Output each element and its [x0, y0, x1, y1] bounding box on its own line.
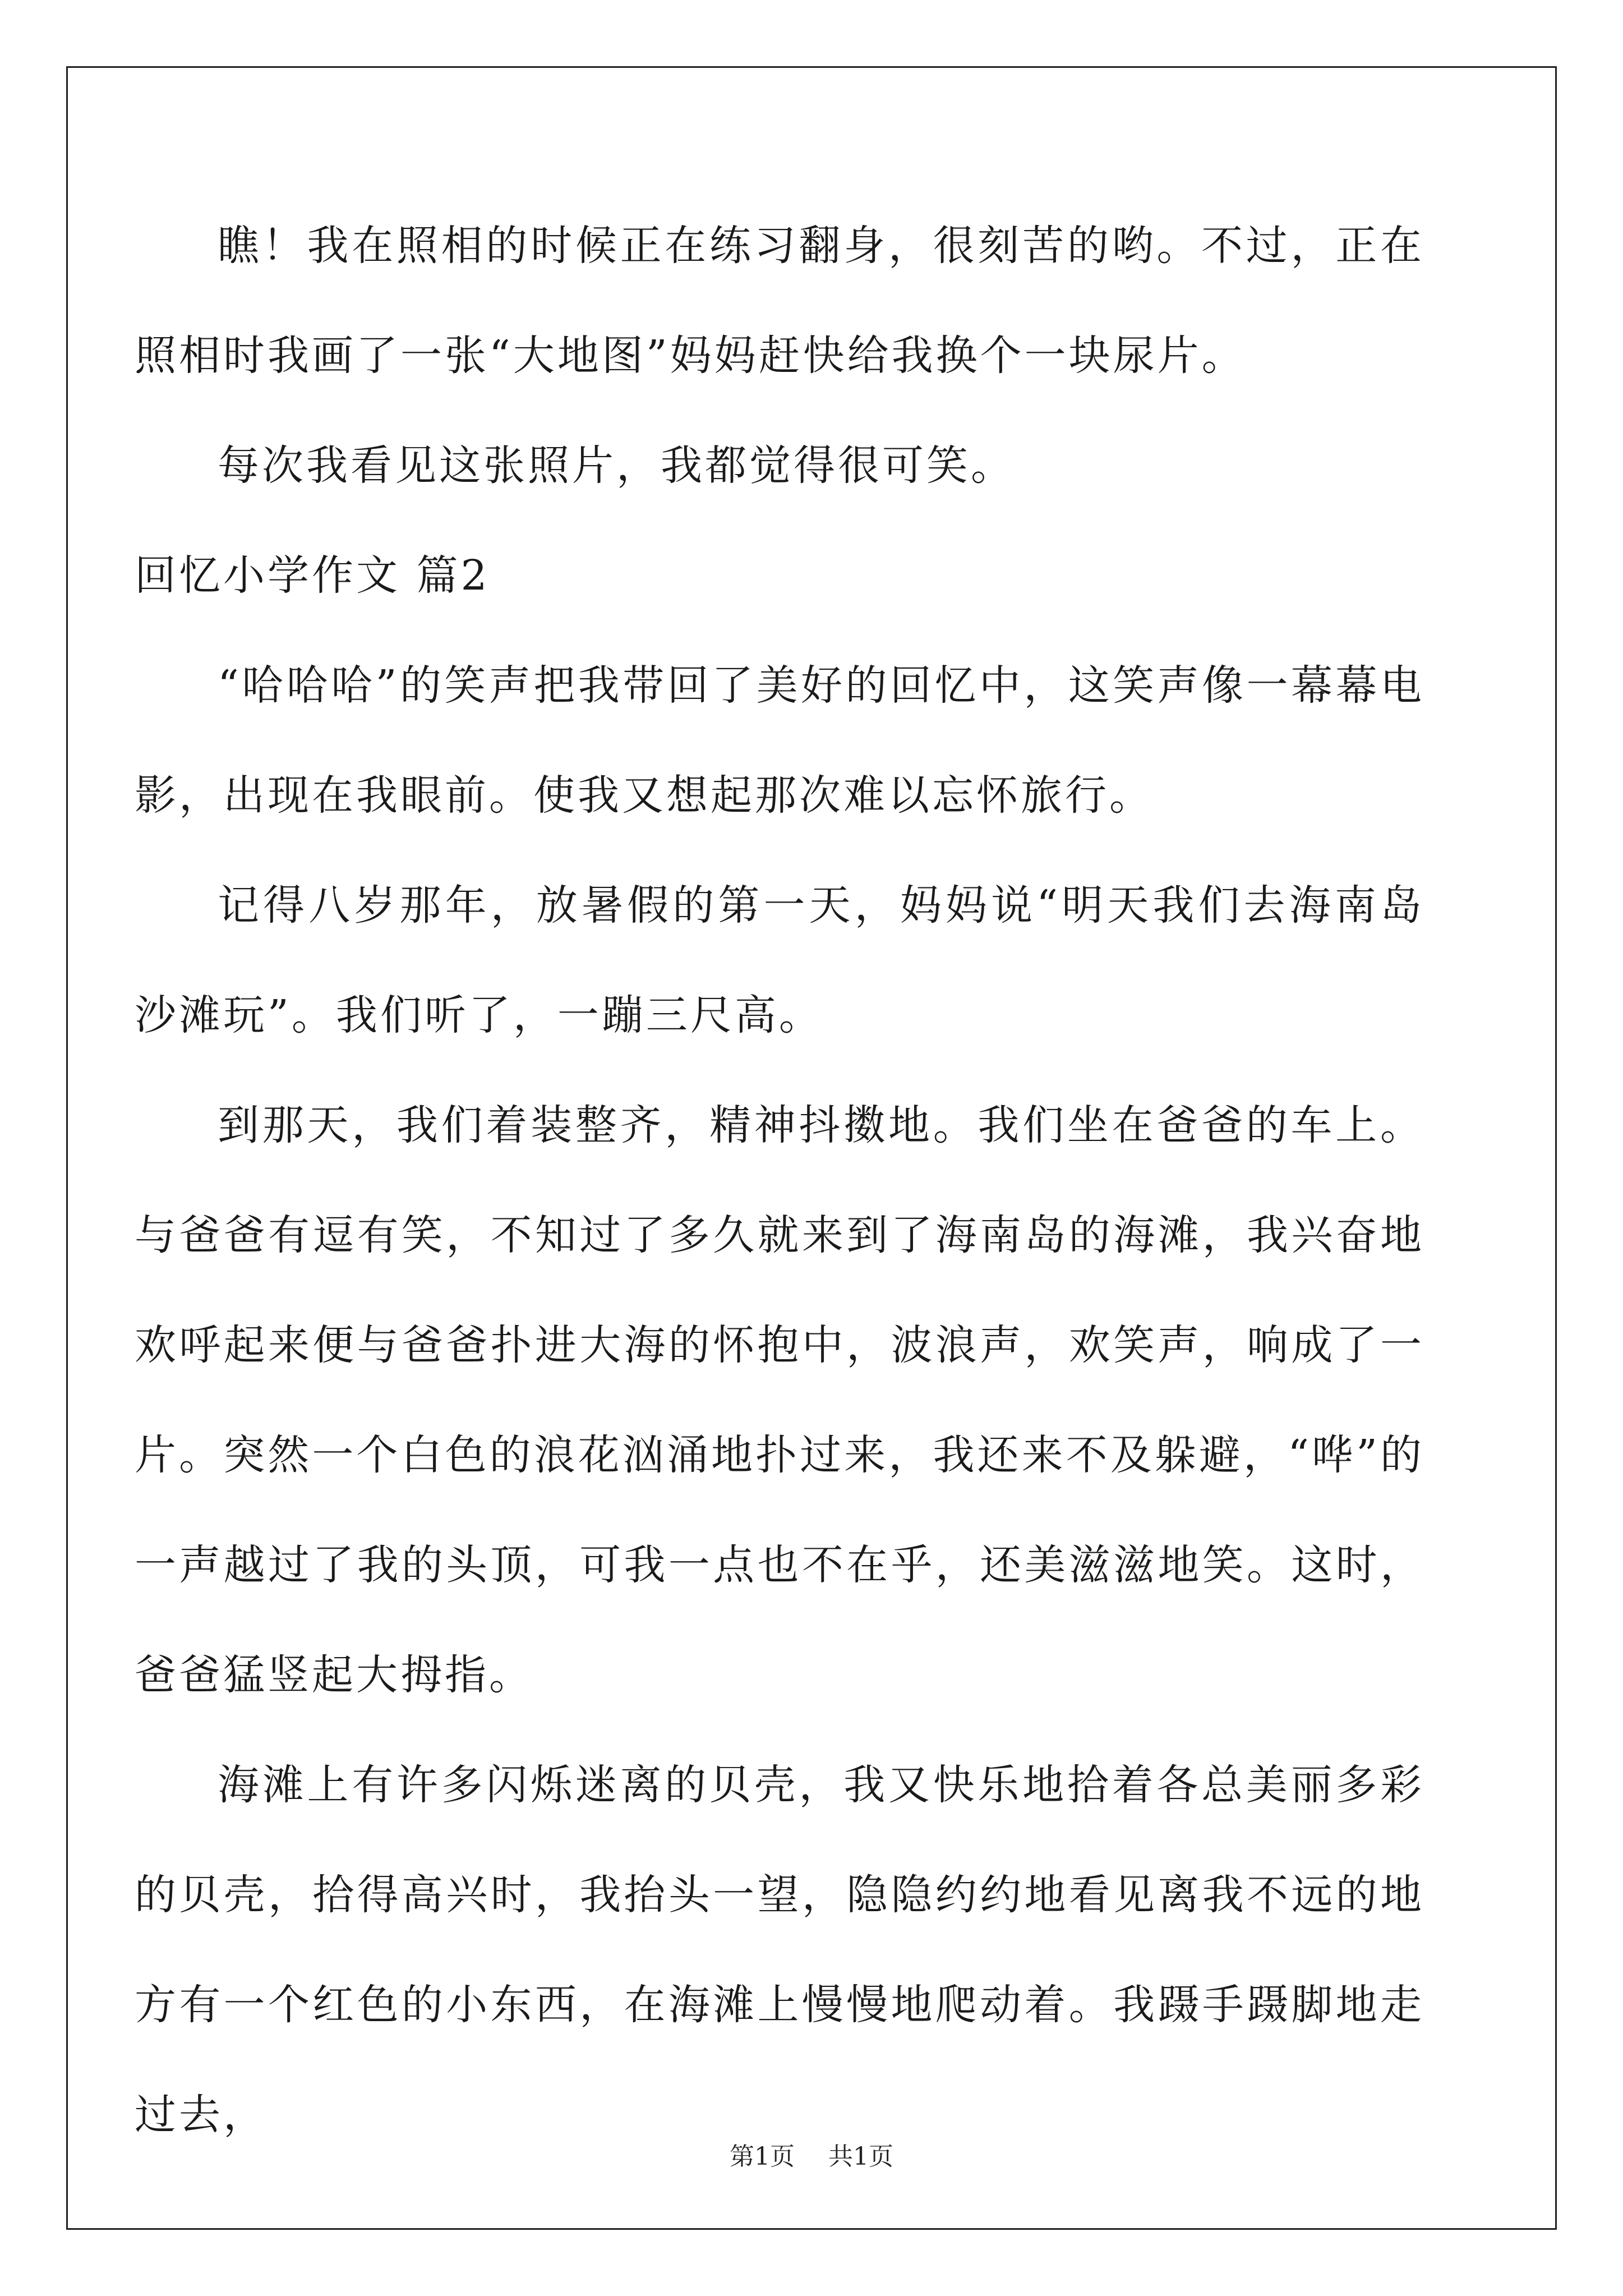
- paragraph-photo-description: 瞧！我在照相的时候正在练习翻身，很刻苦的哟。不过，正在照相时我画了一张“大地图”妈妈赶快给我换个一块尿片。: [135, 222, 1424, 380]
- paragraph-beach-arrival: 到那天，我们着装整齐，精神抖擞地。我们坐在爸爸的车上。与爸爸有逗有笑，不知过了多久就来到了海南岛的海滩，我兴奋地欢呼起来便与爸爸扑进大海的怀抱中，波浪声，欢笑声，响成了一片。突然一个白色的浪花汹涌地扑过来，我还来不及躲避，“哗”的一声越过了我的头顶，可我一点也不在乎，还美滋滋地笑。这时，爸爸猛竖起大拇指。: [135, 1101, 1424, 1699]
- page-total: 共1页: [828, 2142, 893, 2171]
- page-footer: [0, 2140, 1623, 2174]
- page-number: 第1页: [730, 2142, 795, 2171]
- paragraph-photo-laugh: 每次我看见这张照片，我都觉得很可笑。: [218, 441, 1015, 490]
- paragraph-laughter-memory: “哈哈哈”的笑声把我带回了美好的回忆中，这笑声像一幕幕电影，出现在我眼前。使我又想起那次难以忘怀旅行。: [135, 661, 1424, 820]
- paragraph-shells: 海滩上有许多闪烁迷离的贝壳，我又快乐地拾着各总美丽多彩的贝壳，拾得高兴时，我抬头一望，隐隐约约地看见离我不远的地方有一个红色的小东西，在海滩上慢慢地爬动着。我蹑手蹑脚地走过去，: [135, 1761, 1424, 2139]
- document-body: [135, 191, 1424, 2170]
- section-heading: 回忆小学作文 篇2: [135, 551, 490, 600]
- paragraph-summer-trip: 记得八岁那年，放暑假的第一天，妈妈说“明天我们去海南岛沙滩玩”。我们听了，一蹦三尺高。: [135, 881, 1424, 1039]
